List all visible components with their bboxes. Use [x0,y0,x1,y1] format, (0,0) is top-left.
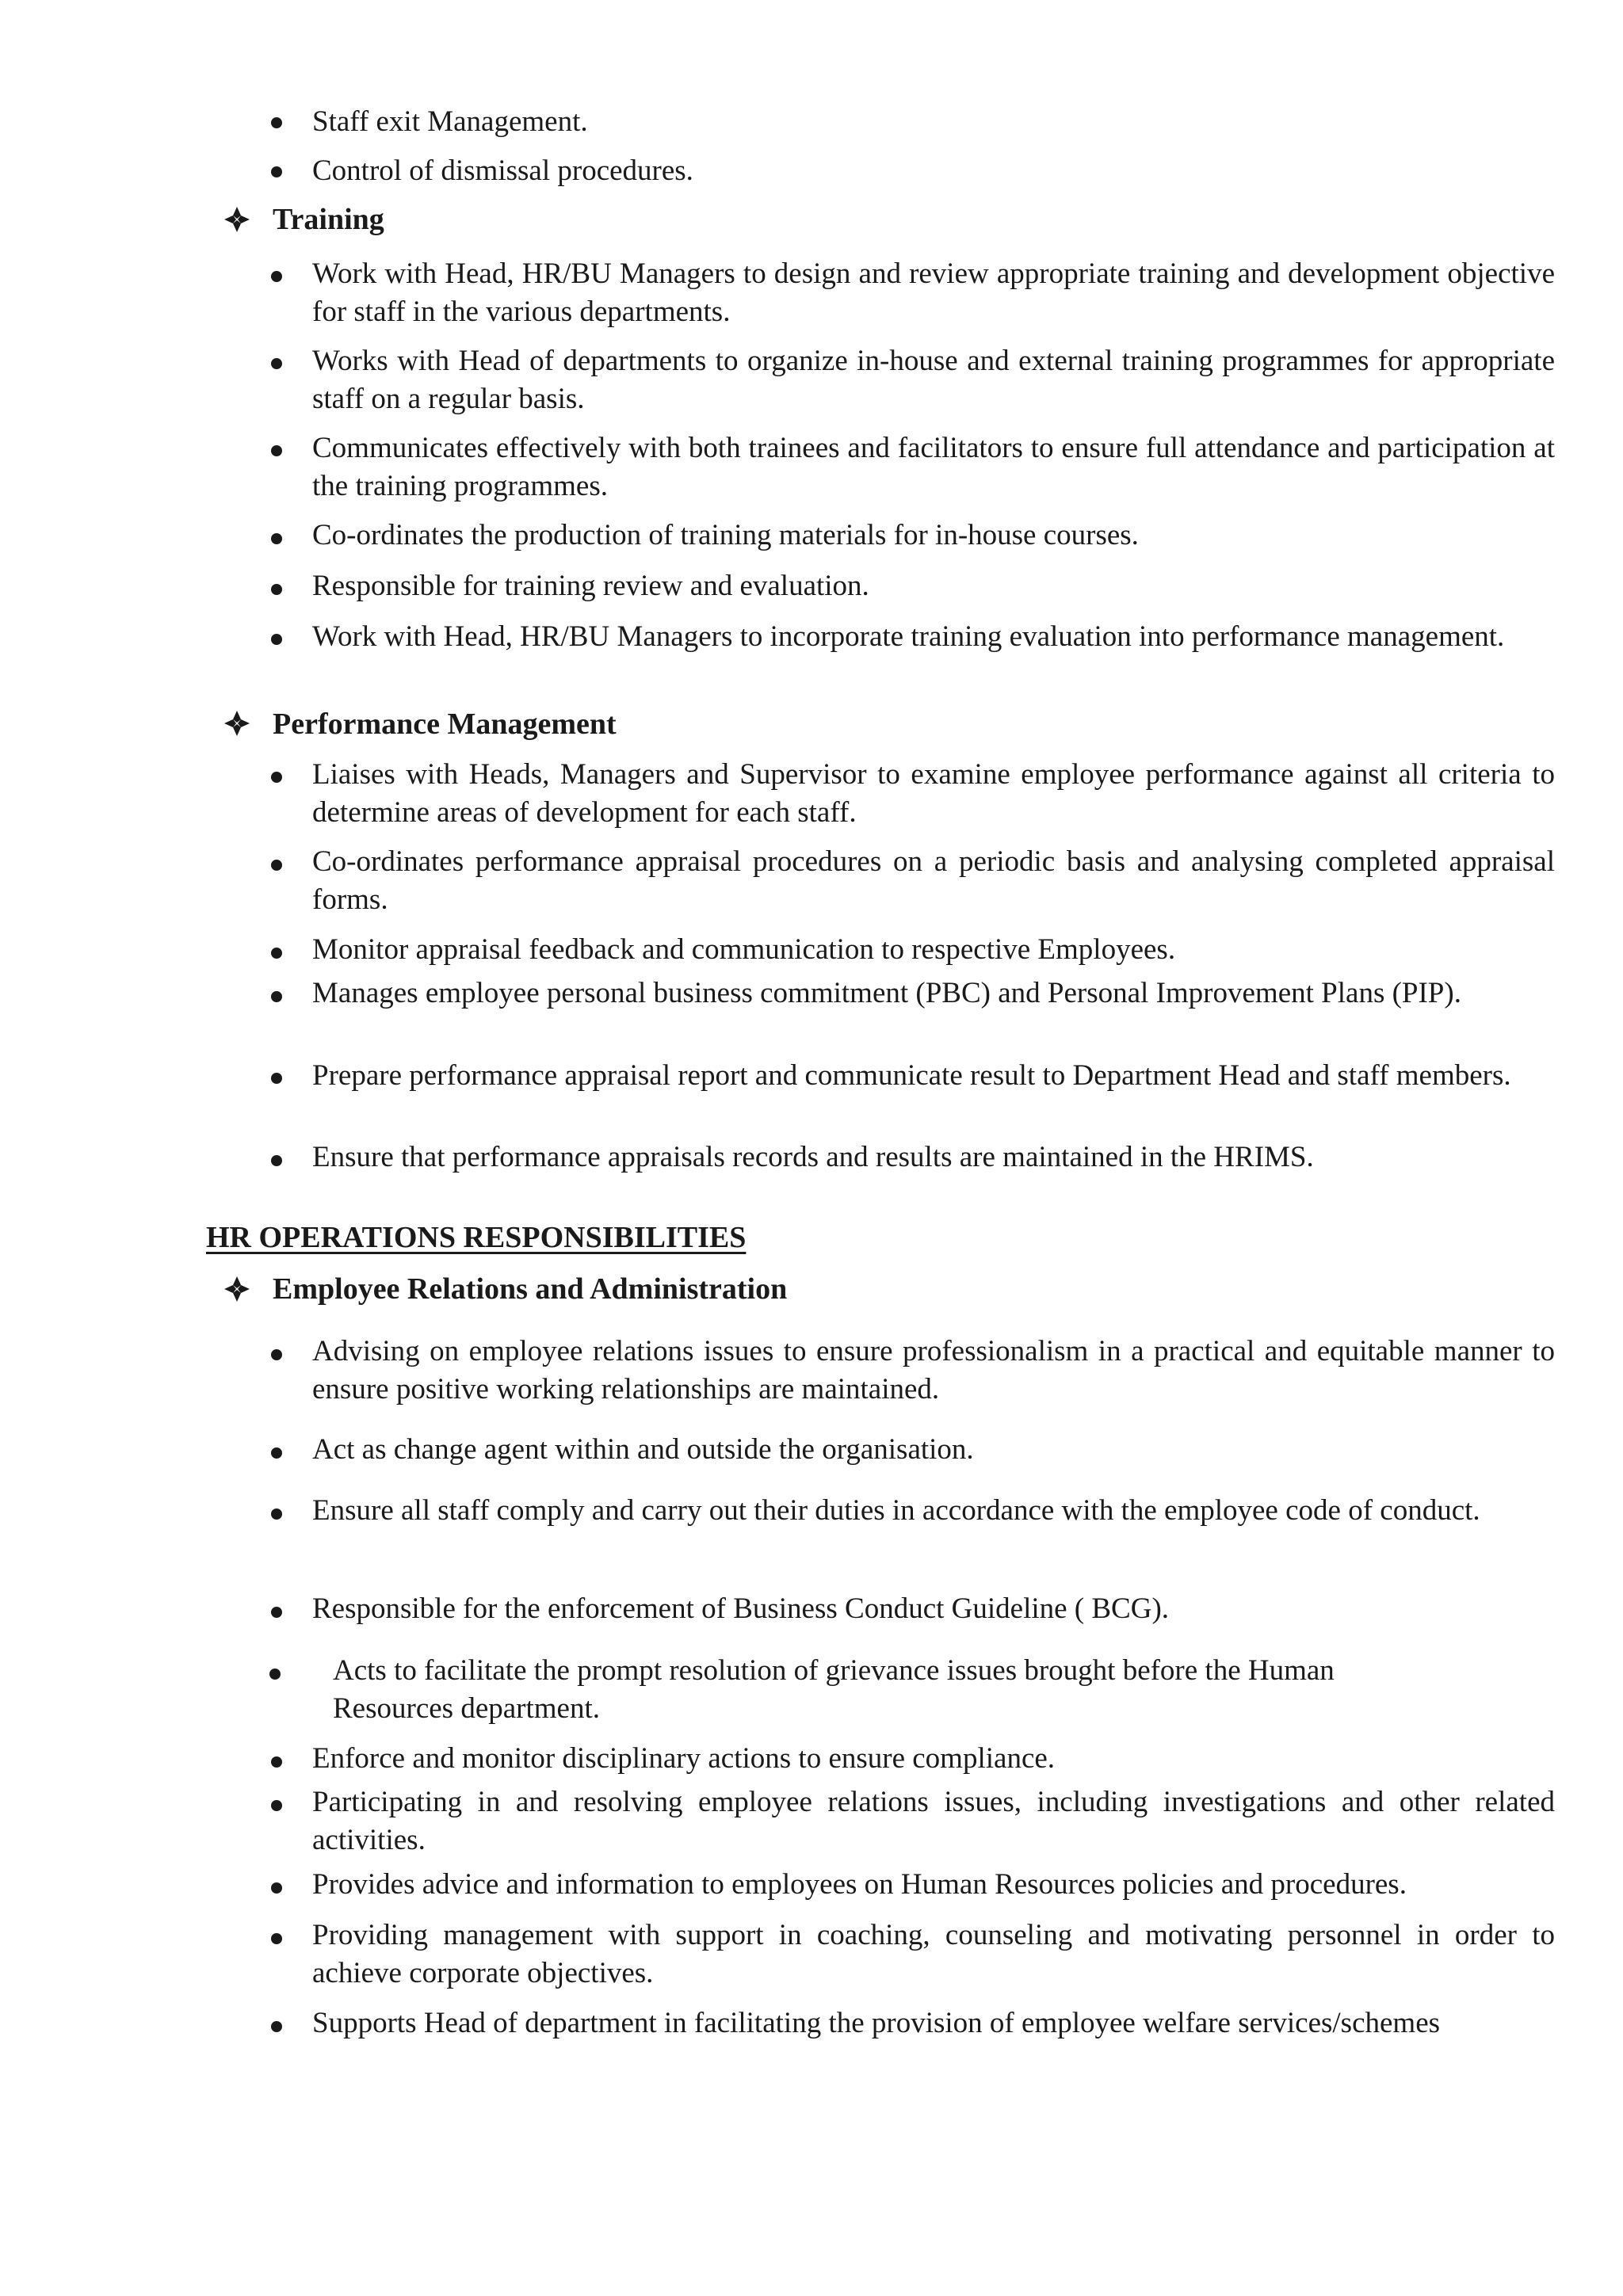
bullet-icon [271,991,282,1002]
bullet-icon [271,1508,282,1520]
list-item: Communicates effectively with both trainees and facilitators to ensure full attendance and participation at the training programmes. [312,432,1555,502]
list-item: Ensure all staff comply and carry out their duties in accordance with the employee code of conduct. [312,1494,1480,1527]
bullet-icon [271,358,282,369]
list-item: Work with Head, HR/BU Managers to incorporate training evaluation into performance management. [312,620,1505,653]
bullet-icon [271,1349,282,1360]
list-item: Works with Head of departments to organize in-house and external training programmes for appropriate staff on a regular basis. [312,345,1555,415]
list-item: Responsible for training review and evaluation. [312,570,869,602]
bullet-icon [271,271,282,282]
list-item: Advising on employee relations issues to ensure professionalism in a practical and equitable manner to ensure positive working relationships are maintained. [312,1335,1555,1405]
list-item: Control of dismissal procedures. [312,154,693,187]
section-heading-training: Training [273,203,384,236]
bullet-icon [271,1447,282,1459]
list-item: Participating in and resolving employee relations issues, including investigations and other related activities. [312,1786,1555,1856]
diamond-bullet-icon [223,710,250,737]
section-heading-employee-relations: Employee Relations and Administration [273,1272,788,1306]
bullet-icon [271,1800,282,1811]
bullet-icon [271,445,282,456]
bullet-icon [271,772,282,783]
page-title-hr-operations: HR OPERATIONS RESPONSIBILITIES [206,1221,747,1254]
list-item: Acts to facilitate the prompt resolution of grievance issues brought before the Human Resources department. [333,1654,1335,1725]
list-item: Act as change agent within and outside the organisation. [312,1433,974,1466]
list-item: Enforce and monitor disciplinary actions to ensure compliance. [312,1742,1056,1775]
bullet-icon [271,1933,282,1944]
list-item: Monitor appraisal feedback and communication to respective Employees. [312,933,1176,966]
bullet-icon [271,634,282,645]
list-item: Co-ordinates the production of training materials for in-house courses. [312,519,1139,551]
bullet-icon [271,1155,282,1166]
bullet-icon [271,1073,282,1084]
bullet-icon [271,1756,282,1768]
list-item: Liaises with Heads, Managers and Supervisor to examine employee performance against all criteria to determine areas of development for each staff. [312,758,1555,829]
bullet-icon [271,533,282,544]
bullet-icon [271,1882,282,1894]
list-item: Providing management with support in coaching, counseling and motivating personnel in order to achieve corporate objectives. [312,1919,1555,1989]
bullet-icon [271,2021,282,2032]
bullet-icon [269,1669,281,1680]
list-item: Ensure that performance appraisals records and results are maintained in the HRIMS. [312,1141,1314,1173]
list-item: Staff exit Management. [312,105,588,138]
bullet-icon [271,584,282,595]
list-item: Supports Head of department in facilitating the provision of employee welfare services/schemes [312,2007,1441,2039]
section-heading-performance-management: Performance Management [273,707,617,741]
diamond-bullet-icon [223,206,250,233]
list-item: Work with Head, HR/BU Managers to design and review appropriate training and development objective for staff in the various departments. [312,257,1555,328]
list-item: Co-ordinates performance appraisal procedures on a periodic basis and analysing completed appraisal forms. [312,845,1555,916]
list-item: Manages employee personal business commitment (PBC) and Personal Improvement Plans (PIP). [312,977,1461,1009]
bullet-icon [271,948,282,959]
bullet-icon [271,166,282,177]
list-item: Responsible for the enforcement of Business Conduct Guideline ( BCG). [312,1592,1170,1625]
bullet-icon [271,1607,282,1618]
diamond-bullet-icon [223,1276,250,1302]
list-item: Provides advice and information to employees on Human Resources policies and procedures. [312,1868,1407,1901]
bullet-icon [271,117,282,128]
bullet-icon [271,860,282,871]
list-item: Prepare performance appraisal report and communicate result to Department Head and staff members. [312,1059,1511,1092]
